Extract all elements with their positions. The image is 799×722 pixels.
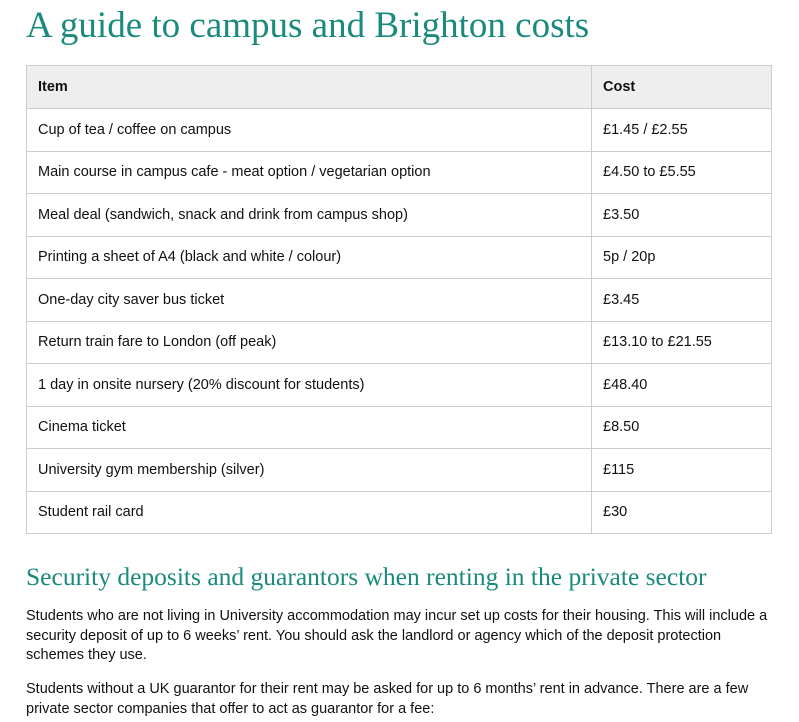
cost-cell: £13.10 to £21.55 — [592, 321, 772, 364]
item-cell: Return train fare to London (off peak) — [27, 321, 592, 364]
column-header-item: Item — [27, 66, 592, 109]
cost-cell: £4.50 to £5.55 — [592, 151, 772, 194]
item-cell: One-day city saver bus ticket — [27, 279, 592, 322]
item-cell: Printing a sheet of A4 (black and white / colour) — [27, 236, 592, 279]
cost-cell: £30 — [592, 491, 772, 534]
column-header-cost: Cost — [592, 66, 772, 109]
cost-cell: 5p / 20p — [592, 236, 772, 279]
item-cell: Cup of tea / coffee on campus — [27, 109, 592, 152]
costs-table — [26, 65, 772, 534]
item-cell: Meal deal (sandwich, snack and drink from campus shop) — [27, 194, 592, 237]
item-cell: Main course in campus cafe - meat option / vegetarian option — [27, 151, 592, 194]
cost-cell: £3.50 — [592, 194, 772, 237]
table-row — [27, 491, 772, 534]
table-row — [27, 279, 772, 322]
cost-cell: £48.40 — [592, 364, 772, 407]
item-cell: University gym membership (silver) — [27, 449, 592, 492]
cost-cell: £3.45 — [592, 279, 772, 322]
table-row — [27, 194, 772, 237]
table-row — [27, 449, 772, 492]
item-cell: Cinema ticket — [27, 406, 592, 449]
table-row — [27, 406, 772, 449]
table-header-row — [27, 66, 772, 109]
item-cell: Student rail card — [27, 491, 592, 534]
item-cell: 1 day in onsite nursery (20% discount for students) — [27, 364, 592, 407]
cost-cell: £115 — [592, 449, 772, 492]
table-row — [27, 364, 772, 407]
guarantor-paragraph: Students without a UK guarantor for their rent may be asked for up to 6 months’ rent in advance. There are a few private sector companies that offer to act as guarantor for a fee: — [26, 681, 749, 717]
deposit-paragraph: Students who are not living in University accommodation may incur set up costs for their housing. This will include a security deposit of up to 6 weeks’ rent. You should ask the landlord or agency which of the deposit protection schemes they use. — [26, 608, 768, 663]
table-row — [27, 109, 772, 152]
table-row — [27, 236, 772, 279]
cost-cell: £1.45 / £2.55 — [592, 109, 772, 152]
section-heading-deposits: Security deposits and guarantors when renting in the private sector — [26, 562, 707, 591]
table-row — [27, 321, 772, 364]
cost-cell: £8.50 — [592, 406, 772, 449]
page-title: A guide to campus and Brighton costs — [26, 5, 590, 46]
table-row — [27, 151, 772, 194]
